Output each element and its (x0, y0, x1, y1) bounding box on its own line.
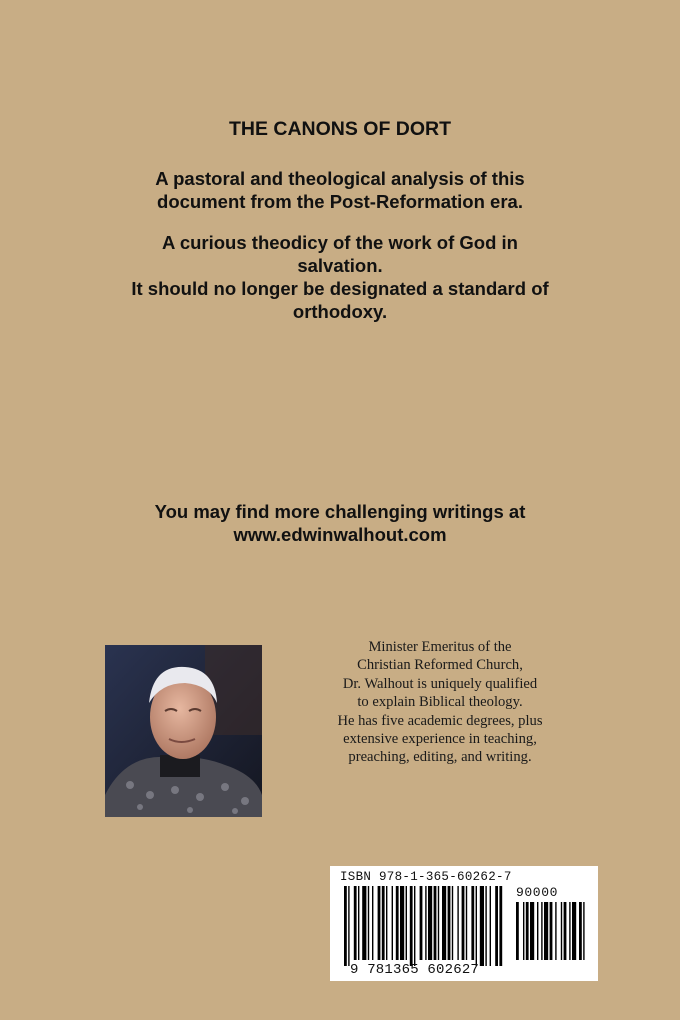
barcode-bar (372, 886, 373, 960)
addon-bar (526, 902, 529, 960)
addon-bar (579, 902, 582, 960)
author-bio (305, 638, 575, 767)
barcode-bar (452, 886, 453, 960)
bio-line: to explain Biblical theology. (357, 694, 523, 711)
barcode-bar (378, 886, 381, 960)
isbn-label: ISBN 978-1-365-60262-7 (340, 870, 512, 884)
barcode-bar (480, 886, 484, 966)
barcode-bar (420, 886, 423, 960)
book-description (60, 167, 620, 213)
barcode-bar (476, 886, 477, 966)
barcode-bar (499, 886, 502, 966)
barcode-bar (362, 886, 366, 960)
addon-bar (555, 902, 556, 960)
barcode-bar (354, 886, 357, 960)
barcode-bar (400, 886, 404, 960)
addon-bar (523, 902, 524, 960)
bio-line: Dr. Walhout is uniquely qualified (342, 675, 538, 692)
barcode-bar (438, 886, 439, 960)
book-title: THE CANONS OF DORT (228, 118, 452, 140)
thesis-line: It should no longer be designated a standard of (131, 278, 549, 299)
bio-line: Christian Reformed Church, (357, 657, 523, 674)
barcode-bar (434, 886, 437, 960)
barcode-bar (448, 886, 451, 960)
barcode-bar (414, 886, 415, 966)
thesis-line: salvation. (297, 255, 383, 276)
barcode-bar (368, 886, 369, 960)
barcode-bar (425, 886, 426, 960)
promo-line: You may find more challenging writings at (154, 501, 526, 522)
barcode-bar (442, 886, 446, 960)
thesis-line: A curious theodicy of the work of God in (162, 232, 518, 253)
book-thesis (60, 231, 620, 323)
barcode-bar (386, 886, 387, 960)
description-line: A pastoral and theological analysis of this (155, 168, 525, 189)
barcode-bar (396, 886, 399, 960)
barcode-bar (392, 886, 393, 960)
addon-bar (569, 902, 570, 960)
thesis-line: orthodoxy. (292, 301, 388, 322)
addon-bar (564, 902, 567, 960)
barcode-bar (348, 886, 349, 966)
addon-bar (544, 902, 548, 960)
barcode-bar (485, 886, 486, 966)
barcode-bar (462, 886, 465, 960)
website-link[interactable]: www.edwinwalhout.com (233, 524, 447, 545)
barcode-bar (428, 886, 432, 960)
ean-digits: 9 781365 602627 (350, 962, 480, 978)
promo-text (60, 500, 620, 546)
barcode-bar (358, 886, 359, 960)
barcode-bar (471, 886, 474, 960)
description-line: document from the Post-Reformation era. (157, 191, 523, 212)
addon-bar (530, 902, 534, 960)
addon-bar (561, 902, 562, 960)
addon-bar (537, 902, 538, 960)
bio-line: Minister Emeritus of the (368, 639, 512, 655)
addon-bar (583, 902, 584, 960)
barcode-bar (495, 886, 498, 966)
addon-bar (516, 902, 519, 960)
barcode-bar (466, 886, 467, 960)
addon-bar (572, 902, 576, 960)
barcode-bar (382, 886, 385, 960)
author-photo (105, 645, 262, 817)
addon-bar (541, 902, 542, 960)
author-portrait-icon (105, 645, 262, 817)
barcode-bar (406, 886, 407, 960)
addon-digits: 90000 (516, 885, 559, 900)
barcode-bar (344, 886, 347, 966)
barcode-bar (457, 886, 458, 960)
barcode-bar (490, 886, 491, 966)
bio-line: He has five academic degrees, plus (337, 712, 543, 729)
isbn-barcode (330, 866, 598, 981)
addon-bar (550, 902, 553, 960)
bio-line: extensive experience in teaching, (343, 731, 537, 748)
barcode-bar (410, 886, 413, 966)
bio-line: preaching, editing, and writing. (348, 749, 532, 766)
